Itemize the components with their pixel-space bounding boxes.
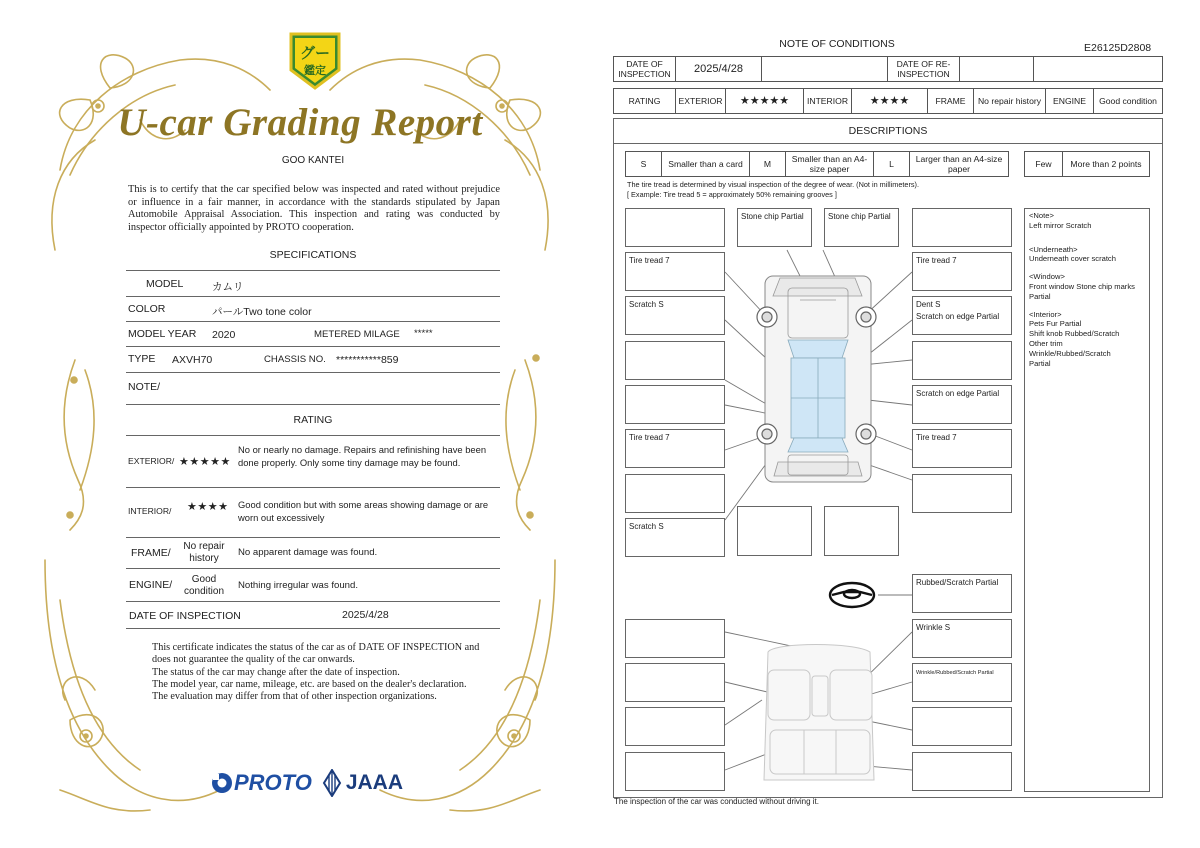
- model-row: [126, 277, 500, 297]
- jaaa-logo: [322, 769, 403, 797]
- rating-table: [613, 88, 1163, 114]
- damage-box: [912, 296, 1012, 335]
- empty-cell: [1034, 57, 1163, 82]
- damage-box: [912, 752, 1012, 791]
- divider: [126, 346, 500, 347]
- report-subtitle: GOO KANTEI: [281, 155, 345, 166]
- color-value: パールTwo tone color: [212, 306, 312, 318]
- damage-label: Tire tread 7: [629, 256, 670, 265]
- rating-label: RATING: [614, 89, 676, 114]
- inspection-date-value: 2025/4/28: [342, 609, 389, 621]
- certificate-disclaimer: This certificate indicates the status of the car as of DATE OF INSPECTION and does not guarantee the quality of the car onwards. The status of the car may change after the date of inspection. The model year, car name, mileage, etc. are based on the dealer's declaration. The evaluation may differ from that of other inspection organizations.: [152, 642, 480, 703]
- rating-heading: RATING: [293, 414, 333, 426]
- note-underneath: [1029, 245, 1149, 265]
- damage-box: [625, 752, 725, 791]
- divider: [126, 321, 500, 322]
- damage-label: Tire tread 7: [916, 256, 957, 265]
- legend-s-text: Smaller than a card: [662, 152, 750, 177]
- notes-panel: [1024, 208, 1150, 792]
- color-row: [126, 303, 500, 323]
- proto-logo: [210, 770, 312, 796]
- date-of-inspection-value: 2025/4/28: [676, 57, 762, 82]
- legend-l-code: L: [874, 152, 910, 177]
- damage-box: [912, 341, 1012, 380]
- note-heading: <Note>: [1029, 211, 1054, 220]
- few-legend: [1024, 151, 1150, 177]
- interior-description: Good condition but with some areas showing damage or are worn out excessively: [238, 499, 489, 523]
- legend-few-code: Few: [1025, 152, 1063, 177]
- note-general: [1029, 211, 1149, 231]
- model-year-label: MODEL YEAR: [128, 328, 197, 340]
- exterior-description: No or nearly no damage. Repairs and refinishing have been done properly. Only some tiny damage may be found.: [238, 444, 487, 468]
- type-row: [126, 353, 500, 373]
- damage-box: [737, 506, 812, 556]
- interior-label: INTERIOR/: [128, 506, 172, 516]
- inspection-date-label: DATE OF INSPECTION: [129, 610, 241, 622]
- note-body: Front window Stone chip marks Partial: [1029, 281, 1135, 301]
- descriptions-heading: DESCRIPTIONS: [613, 118, 1163, 144]
- damage-box: [625, 663, 725, 702]
- divider: [126, 435, 500, 436]
- divider: [126, 404, 500, 405]
- note-interior: [1029, 310, 1149, 369]
- damage-box: [912, 385, 1012, 424]
- exterior-stars: ★★★★★: [726, 89, 804, 114]
- divider: [126, 601, 500, 602]
- model-label: MODEL: [146, 278, 184, 290]
- damage-label: Wrinkle/Rubbed/Scratch Partial: [916, 670, 994, 676]
- interior-label: INTERIOR: [804, 89, 852, 114]
- inspection-date-row: [126, 610, 500, 630]
- frame-rating-row: [126, 541, 500, 567]
- engine-description: Nothing irregular was found.: [238, 580, 358, 591]
- divider: [126, 296, 500, 297]
- divider: [126, 628, 500, 629]
- note-heading: <Window>: [1029, 272, 1065, 282]
- proto-logo-text: PROTO: [234, 770, 312, 795]
- damage-box: [625, 474, 725, 513]
- svg-text:鑑定: 鑑定: [304, 65, 326, 77]
- report-title: U-car Grading Report: [117, 101, 483, 144]
- chassis-label: CHASSIS NO.: [264, 354, 326, 365]
- damage-box: [824, 208, 899, 247]
- report-id: E26125D2808: [1084, 42, 1152, 54]
- damage-box: [625, 619, 725, 658]
- note-body: Pets Fur Partial Shift knob Rubbed/Scratch Other trim Wrinkle/Rubbed/Scratch Partial: [1029, 319, 1120, 368]
- legend-m-text: Smaller than an A4-size paper: [786, 152, 874, 177]
- model-year-row: [126, 328, 500, 348]
- damage-box: [737, 208, 812, 247]
- damage-label: Stone chip Partial: [828, 212, 891, 221]
- legend-s-code: S: [626, 152, 662, 177]
- damage-label: Rubbed/Scratch Partial: [916, 578, 999, 587]
- damage-label: Scratch S: [629, 300, 664, 309]
- note-heading: <Underneath>: [1029, 244, 1078, 254]
- type-label: TYPE: [128, 353, 156, 365]
- damage-label: Scratch on edge Partial: [916, 312, 1000, 321]
- tire-tread-example-line: [ Example: Tire tread 5 = approximately 50% remaining grooves ]: [627, 189, 837, 199]
- damage-box: [625, 707, 725, 746]
- engine-rating-row: [126, 574, 500, 600]
- damage-box: [625, 252, 725, 291]
- frame-value: No repair history: [974, 89, 1046, 114]
- legend-few-text: More than 2 points: [1063, 152, 1150, 177]
- damage-box: [912, 574, 1012, 613]
- model-value: カムリ: [212, 281, 244, 293]
- damage-box: [912, 707, 1012, 746]
- date-of-reinspection-value: [960, 57, 1034, 82]
- damage-box: [625, 296, 725, 335]
- certification-statement: This is to certify that the car specified below was inspected and rated without prejudice or influence in a fair manner, in accordance with the standards stipulated by Japan Automobile Appraisal Association. This inspection and rating was conducted by inspector officially appointed by PROTO cooperation.: [128, 184, 500, 233]
- svg-text:グー: グー: [299, 45, 331, 62]
- divider: [126, 270, 500, 271]
- damage-box: [912, 619, 1012, 658]
- date-of-reinspection-label: DATE OF RE-INSPECTION: [888, 57, 960, 82]
- damage-label: Scratch on edge Partial: [916, 389, 1000, 398]
- note-heading: <Interior>: [1029, 309, 1062, 319]
- damage-box: [912, 208, 1012, 247]
- empty-cell: [762, 57, 888, 82]
- logo-row: [210, 768, 403, 798]
- damage-label: Tire tread 7: [916, 433, 957, 442]
- damage-box: [912, 663, 1012, 702]
- note-row: [126, 381, 500, 401]
- tire-tread-note-line: The tire tread is determined by visual inspection of the degree of wear. (Not in millimeters).: [627, 180, 920, 189]
- note-of-conditions: [600, 0, 1200, 848]
- damage-label: Tire tread 7: [629, 433, 670, 442]
- divider: [126, 537, 500, 538]
- damage-box: [912, 252, 1012, 291]
- type-value: AXVH70: [172, 354, 213, 366]
- divider: [126, 568, 500, 569]
- size-legend: [625, 151, 1009, 177]
- damage-label: Stone chip Partial: [741, 212, 804, 221]
- jaaa-logo-text: JAAA: [345, 771, 404, 794]
- damage-box: [625, 518, 725, 557]
- proto-mark-icon: [210, 771, 234, 795]
- frame-description: No apparent damage was found.: [238, 547, 378, 558]
- damage-box: [912, 474, 1012, 513]
- divider: [126, 487, 500, 488]
- damage-label: Scratch S: [629, 522, 664, 531]
- damage-box: [625, 341, 725, 380]
- inspection-disclaimer: The inspection of the car was conducted without driving it.: [614, 797, 819, 806]
- engine-value: Good condition: [183, 574, 225, 597]
- damage-box: [625, 429, 725, 468]
- interior-stars: ★★★★: [852, 89, 928, 114]
- exterior-label: EXTERIOR/: [128, 456, 175, 466]
- damage-label: Dent S: [916, 300, 941, 309]
- damage-box: [912, 429, 1012, 468]
- frame-label: FRAME: [928, 89, 974, 114]
- frame-label: FRAME/: [131, 547, 171, 559]
- noc-title: NOTE OF CONDITIONS: [779, 38, 895, 50]
- damage-box: [625, 385, 725, 424]
- metered-mileage-label: METERED MILAGE: [314, 329, 400, 340]
- damage-box: [824, 506, 899, 556]
- note-body: Underneath cover scratch: [1029, 254, 1116, 264]
- note-window: [1029, 272, 1149, 301]
- engine-label: ENGINE: [1046, 89, 1094, 114]
- goo-kantei-badge-icon: [287, 30, 343, 92]
- exterior-label: EXTERIOR: [676, 89, 726, 114]
- specifications-heading: SPECIFICATIONS: [269, 249, 357, 261]
- damage-label: Wrinkle S: [916, 623, 951, 632]
- frame-value: No repair history: [183, 541, 225, 564]
- inspection-dates-table: [613, 56, 1163, 82]
- note-body: Left mirror Scratch: [1029, 220, 1092, 230]
- note-label: NOTE/: [128, 381, 161, 393]
- divider: [126, 372, 500, 373]
- engine-label: ENGINE/: [129, 579, 173, 591]
- engine-value: Good condition: [1094, 89, 1163, 114]
- interior-rating-row: [126, 495, 500, 535]
- tire-tread-note: [627, 180, 919, 199]
- metered-mileage-value: *****: [414, 328, 433, 339]
- exterior-rating-row: [126, 440, 500, 486]
- legend-l-text: Larger than an A4-size paper: [910, 152, 1009, 177]
- damage-box: [625, 208, 725, 247]
- exterior-stars: ★★★★★: [179, 456, 231, 468]
- chassis-value: ***********859: [336, 354, 399, 366]
- model-year-value: 2020: [212, 329, 236, 341]
- interior-stars: ★★★★: [187, 501, 229, 513]
- date-of-inspection-label: DATE OF INSPECTION: [614, 57, 676, 82]
- color-label: COLOR: [128, 303, 166, 315]
- legend-m-code: M: [750, 152, 786, 177]
- jaaa-mark-icon: [322, 769, 342, 797]
